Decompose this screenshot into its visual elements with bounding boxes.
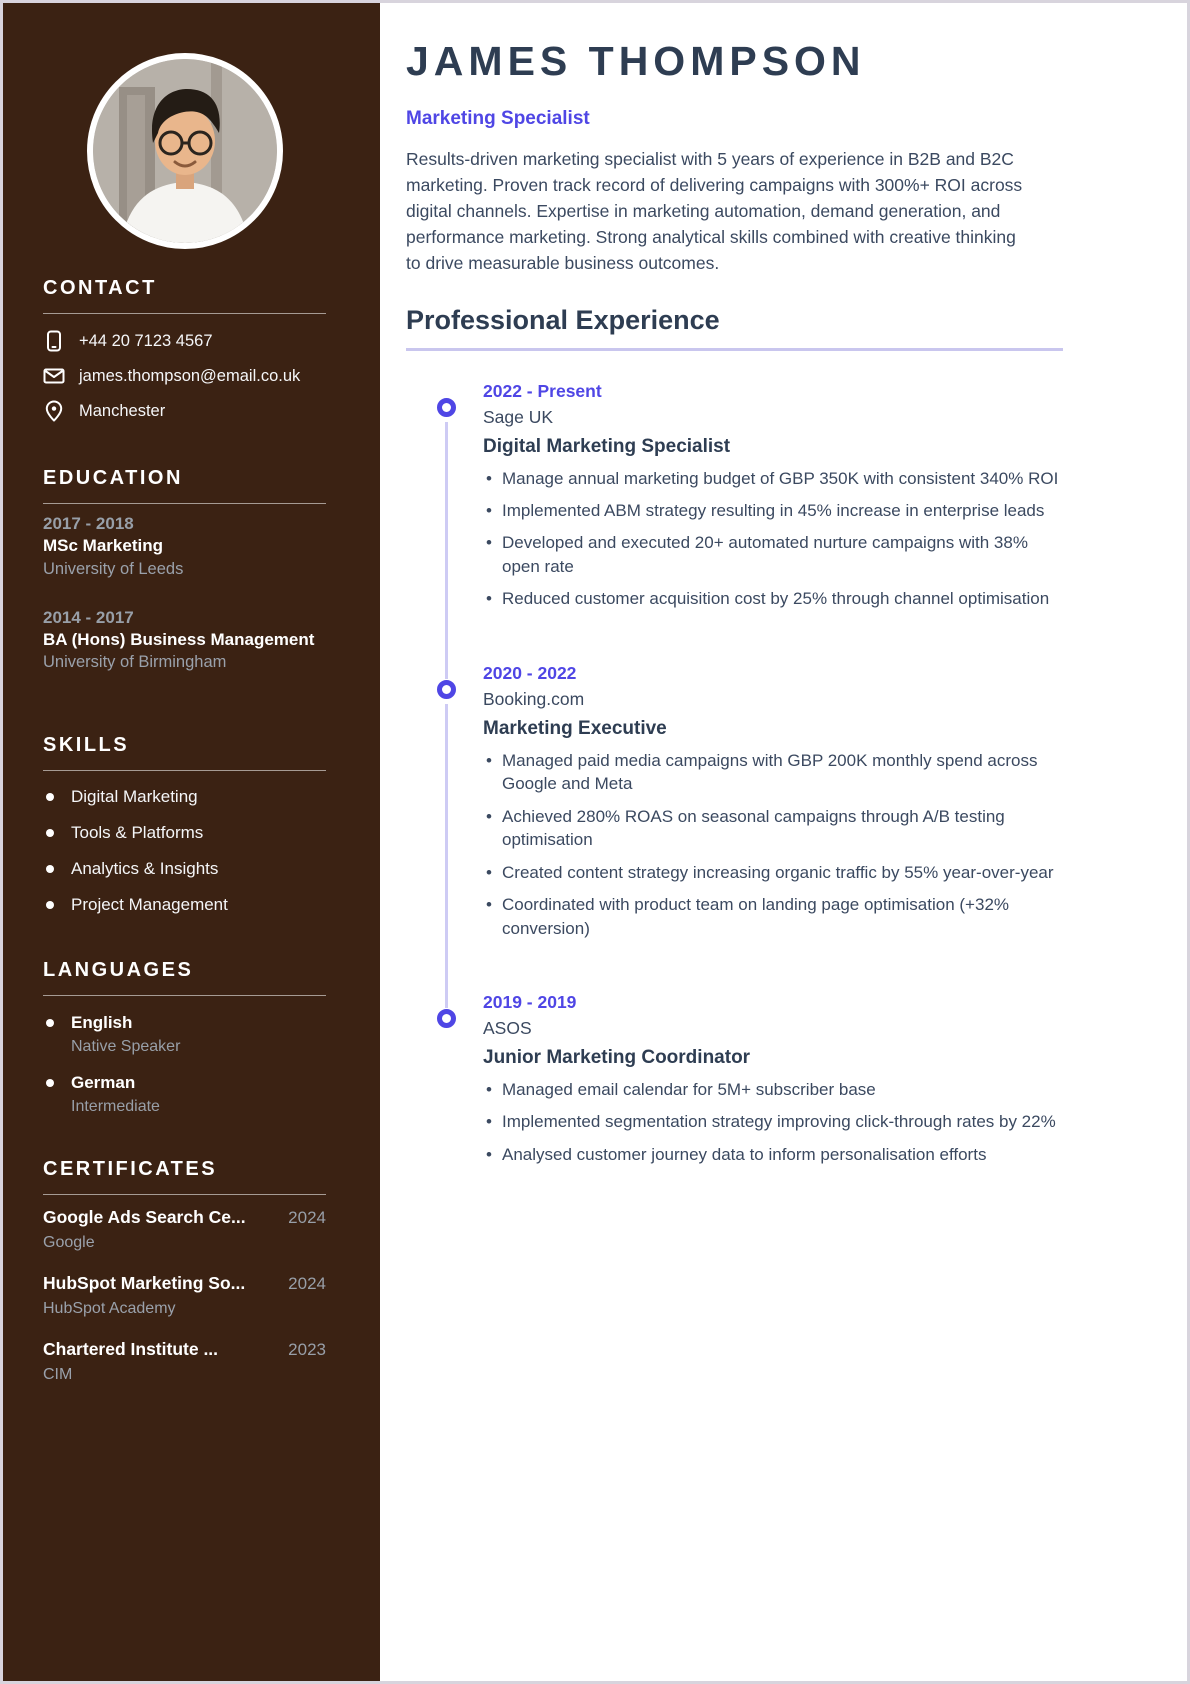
job-bullet-list <box>483 749 1069 940</box>
languages-heading: LANGUAGES <box>43 959 194 982</box>
certificates-heading: CERTIFICATES <box>43 1158 218 1181</box>
language-name: German <box>71 1073 136 1093</box>
certificate-issuer: HubSpot Academy <box>43 1300 176 1318</box>
job-bullet: • Manage annual marketing budget of GBP 350K with consistent 340% ROI <box>483 467 1069 490</box>
job-bullet-list <box>483 1078 1069 1166</box>
experience-item <box>406 992 1069 1166</box>
phone-icon <box>43 329 65 353</box>
language-name: English <box>71 1013 133 1033</box>
skill-label: Project Management <box>71 895 228 915</box>
timeline-dot-icon <box>437 398 456 417</box>
education-item <box>43 608 326 673</box>
language-level: Native Speaker <box>71 1038 181 1056</box>
section-divider <box>43 770 326 771</box>
education-dates: 2017 - 2018 <box>43 514 134 533</box>
job-title: Junior Marketing Coordinator <box>483 1046 751 1068</box>
job-bullet: • Coordinated with product team on landing page optimisation (+32% conversion) <box>483 893 1069 940</box>
skill-label: Analytics & Insights <box>71 859 219 879</box>
job-bullet-list <box>483 467 1069 611</box>
candidate-name: JAMES THOMPSON <box>406 38 866 84</box>
job-company: Booking.com <box>483 688 585 709</box>
summary-paragraph: Results-driven marketing specialist with 5 years of experience in B2B and B2C marketing. Proven track record of delivering campaigns with 300%+ ROI across digital channels. Expertise in marketing automation, demand generation, and performance marketing. Strong analytical skills combined with creative thinking to drive measurable business outcomes. <box>406 149 1023 273</box>
skill-label: Digital Marketing <box>71 787 198 807</box>
certificate-issuer: Google <box>43 1234 95 1252</box>
location-value: Manchester <box>79 401 166 420</box>
sidebar <box>3 3 380 1681</box>
job-bullet: • Managed email calendar for 5M+ subscriber base <box>483 1078 1069 1101</box>
job-dates: 2019 - 2019 <box>483 991 577 1012</box>
job-dates: 2022 - Present <box>483 380 602 401</box>
resume-main <box>380 3 1187 1681</box>
bullet-dot-icon <box>46 1019 54 1027</box>
education-section <box>43 467 326 672</box>
location-pin-icon <box>43 399 65 423</box>
certificate-year: 2023 <box>288 1340 326 1360</box>
phone-value: +44 20 7123 4567 <box>79 331 213 350</box>
section-divider <box>43 503 326 504</box>
skill-label: Tools & Platforms <box>71 823 204 843</box>
job-bullet: • Achieved 280% ROAS on seasonal campaigns through A/B testing optimisation <box>483 805 1069 852</box>
education-school: University of Leeds <box>43 559 184 578</box>
contact-email-row <box>43 364 326 388</box>
experience-item <box>406 381 1069 611</box>
certificate-item <box>43 1207 326 1252</box>
education-degree: BA (Hons) Business Management <box>43 629 315 649</box>
education-heading: EDUCATION <box>43 467 183 489</box>
skills-section <box>43 734 326 915</box>
language-item <box>43 1013 326 1056</box>
certificate-year: 2024 <box>288 1274 326 1294</box>
experience-timeline <box>406 381 1069 1167</box>
timeline-dot-icon <box>437 1009 456 1028</box>
contact-phone-row <box>43 329 326 353</box>
bullet-dot-icon <box>46 901 54 909</box>
certificate-title-row <box>43 1339 326 1360</box>
bullet-dot-icon <box>46 829 54 837</box>
job-title: Digital Marketing Specialist <box>483 435 731 457</box>
languages-section <box>43 959 326 1116</box>
bullet-dot-icon <box>46 793 54 801</box>
certificates-section <box>43 1158 326 1384</box>
section-divider <box>43 995 326 996</box>
experience-item <box>406 663 1069 940</box>
profile-photo-illustration <box>93 59 277 243</box>
language-text <box>71 1013 180 1056</box>
certificate-title-row <box>43 1273 326 1294</box>
language-text <box>71 1073 160 1116</box>
certificate-item <box>43 1339 326 1384</box>
job-bullet: • Implemented segmentation strategy improving click-through rates by 22% <box>483 1110 1069 1133</box>
certificate-name: Chartered Institute ... <box>43 1339 219 1360</box>
profile-photo <box>87 53 283 249</box>
certificate-year: 2024 <box>288 1208 326 1228</box>
skill-item <box>43 823 326 843</box>
experience-heading: Professional Experience <box>406 304 720 335</box>
job-bullet: • Developed and executed 20+ automated nurture campaigns with 38% open rate <box>483 531 1069 578</box>
education-degree: MSc Marketing <box>43 536 163 555</box>
bullet-dot-icon <box>46 865 54 873</box>
contact-section <box>43 277 326 423</box>
skills-list <box>43 787 326 915</box>
job-dates: 2020 - 2022 <box>483 662 577 683</box>
timeline-dot-icon <box>437 680 456 699</box>
job-bullet: • Implemented ABM strategy resulting in 45% increase in enterprise leads <box>483 499 1069 522</box>
contact-location-row <box>43 399 326 423</box>
education-school: University of Birmingham <box>43 653 227 672</box>
language-level: Intermediate <box>71 1098 160 1116</box>
certificate-issuer: CIM <box>43 1366 73 1384</box>
bullet-dot-icon <box>46 1079 54 1087</box>
job-bullet: • Managed paid media campaigns with GBP 200K monthly spend across Google and Meta <box>483 749 1069 796</box>
education-item <box>43 514 326 579</box>
section-divider <box>43 313 326 314</box>
job-company: Sage UK <box>483 406 554 427</box>
certificate-name: HubSpot Marketing So... <box>43 1273 246 1294</box>
skill-item <box>43 859 326 879</box>
job-bullet: • Analysed customer journey data to inform personalisation efforts <box>483 1143 1069 1166</box>
languages-list <box>43 1013 326 1116</box>
skill-item <box>43 787 326 807</box>
job-bullet: • Reduced customer acquisition cost by 25% through channel optimisation <box>483 587 1069 610</box>
email-icon <box>43 364 65 388</box>
experience-heading-underline <box>406 348 1063 351</box>
education-dates: 2014 - 2017 <box>43 607 134 627</box>
contact-heading: CONTACT <box>43 277 157 299</box>
education-list <box>43 514 326 672</box>
email-value: james.thompson@email.co.uk <box>79 366 301 385</box>
job-bullet: • Created content strategy increasing organic traffic by 55% year-over-year <box>483 861 1069 884</box>
certificate-title-row <box>43 1207 326 1228</box>
certificates-list <box>43 1207 326 1384</box>
candidate-title: Marketing Specialist <box>406 108 590 130</box>
certificate-name: Google Ads Search Ce... <box>43 1207 246 1228</box>
skill-item <box>43 895 326 915</box>
skills-heading: SKILLS <box>43 734 130 757</box>
job-title: Marketing Executive <box>483 717 667 739</box>
job-company: ASOS <box>483 1017 532 1038</box>
language-item <box>43 1073 326 1116</box>
certificate-item <box>43 1273 326 1318</box>
section-divider <box>43 1194 326 1195</box>
